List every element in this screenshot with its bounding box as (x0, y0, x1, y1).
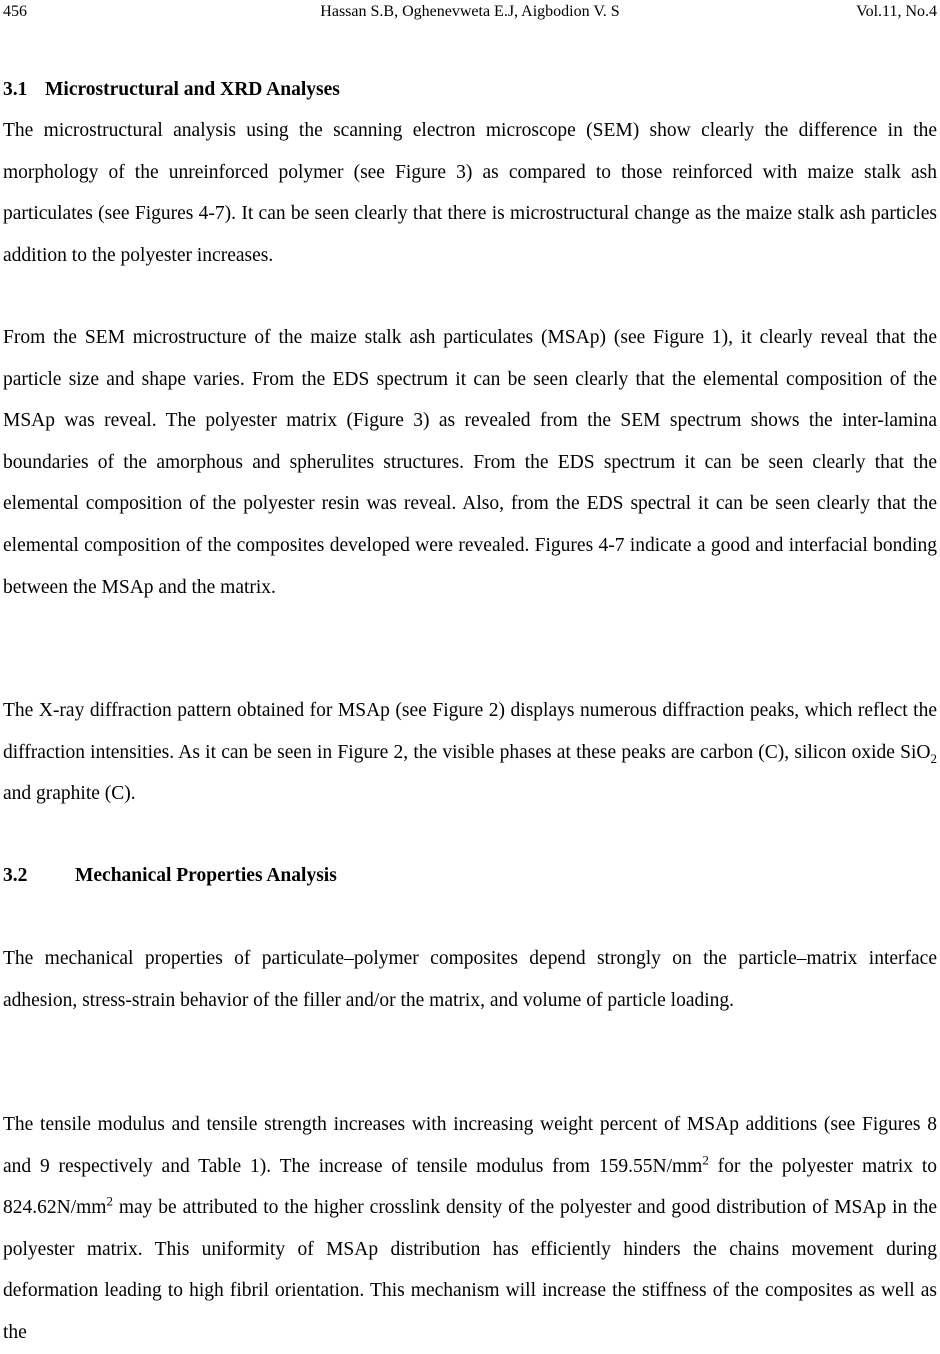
section-heading-3-2 (3, 862, 337, 890)
paragraph-tensile: The tensile modulus and tensile strength increases with increasing weight percent of MSAp additions (see Figures 8 and 9 respectively and Table 1). The increase of tensile modulus from $159.55N/mm^2$ for the polyester matrix to $824.62N/mm^2$ may be attributed to the higher crosslink density of the polyester and good distribution of MSAp in the polyester matrix. This uniformity of MSAp distribution has efficiently hinders the chains movement during deformation leading to high fibril orientation. This mechanism will increase the stiffness of the composites as well as the (3, 1114, 937, 1343)
paragraph-mechanical: The mechanical properties of particulate–polymer composites depend strongly on the particle–matrix interface adhesion, stress-strain behavior of the filler and/or the matrix, and volume of particle loading. (3, 948, 937, 1011)
volume-info: Vol.11, No.4 (856, 3, 937, 20)
paragraph-sem-eds: From the SEM microstructure of the maize stalk ash particulates (MSAp) (see Figure 1), it clearly reveal that the particle size and shape varies. From the EDS spectrum it can be seen clearly that the elemental composition of the MSAp was reveal. The polyester matrix (Figure 3) as revealed from the SEM spectrum shows the inter-lamina boundaries of the amorphous and spherulites structures. From the EDS spectrum it can be seen clearly that the elemental composition of the polyester resin was reveal. Also, from the EDS spectral it can be seen clearly that the elemental composition of the composites developed were revealed. Figures 4-7 indicate a good and interfacial bonding between the MSAp and the matrix. (3, 327, 937, 598)
page-number: 456 (3, 3, 27, 20)
section-number: 3.2 (3, 865, 28, 886)
section-number: 3.1 (3, 79, 28, 100)
paragraph-xrd: The X-ray diffraction pattern obtained for MSAp (see Figure 2) displays numerous diffraction peaks, which reflect the diffraction intensities. As it can be seen in Figure 2, the visible phases at these peaks are carbon (C), silicon oxide SiO$_2$ and graphite (C). (3, 700, 937, 805)
section-title: Microstructural and XRD Analyses (45, 79, 340, 100)
paragraph-microstructure: The microstructural analysis using the scanning electron microscope (SEM) show clearly the difference in the morphology of the unreinforced polymer (see Figure 3) as compared to those reinforced with maize stalk ash particulates (see Figures 4-7). It can be seen clearly that there is microstructural change as the maize stalk ash particles addition to the polyester increases. (3, 120, 937, 266)
section-heading-3-1 (3, 76, 340, 104)
page-header (0, 0, 940, 24)
running-authors: Hassan S.B, Oghenevweta E.J, Aigbodion V. S (320, 3, 620, 20)
section-title: Mechanical Properties Analysis (75, 865, 337, 886)
